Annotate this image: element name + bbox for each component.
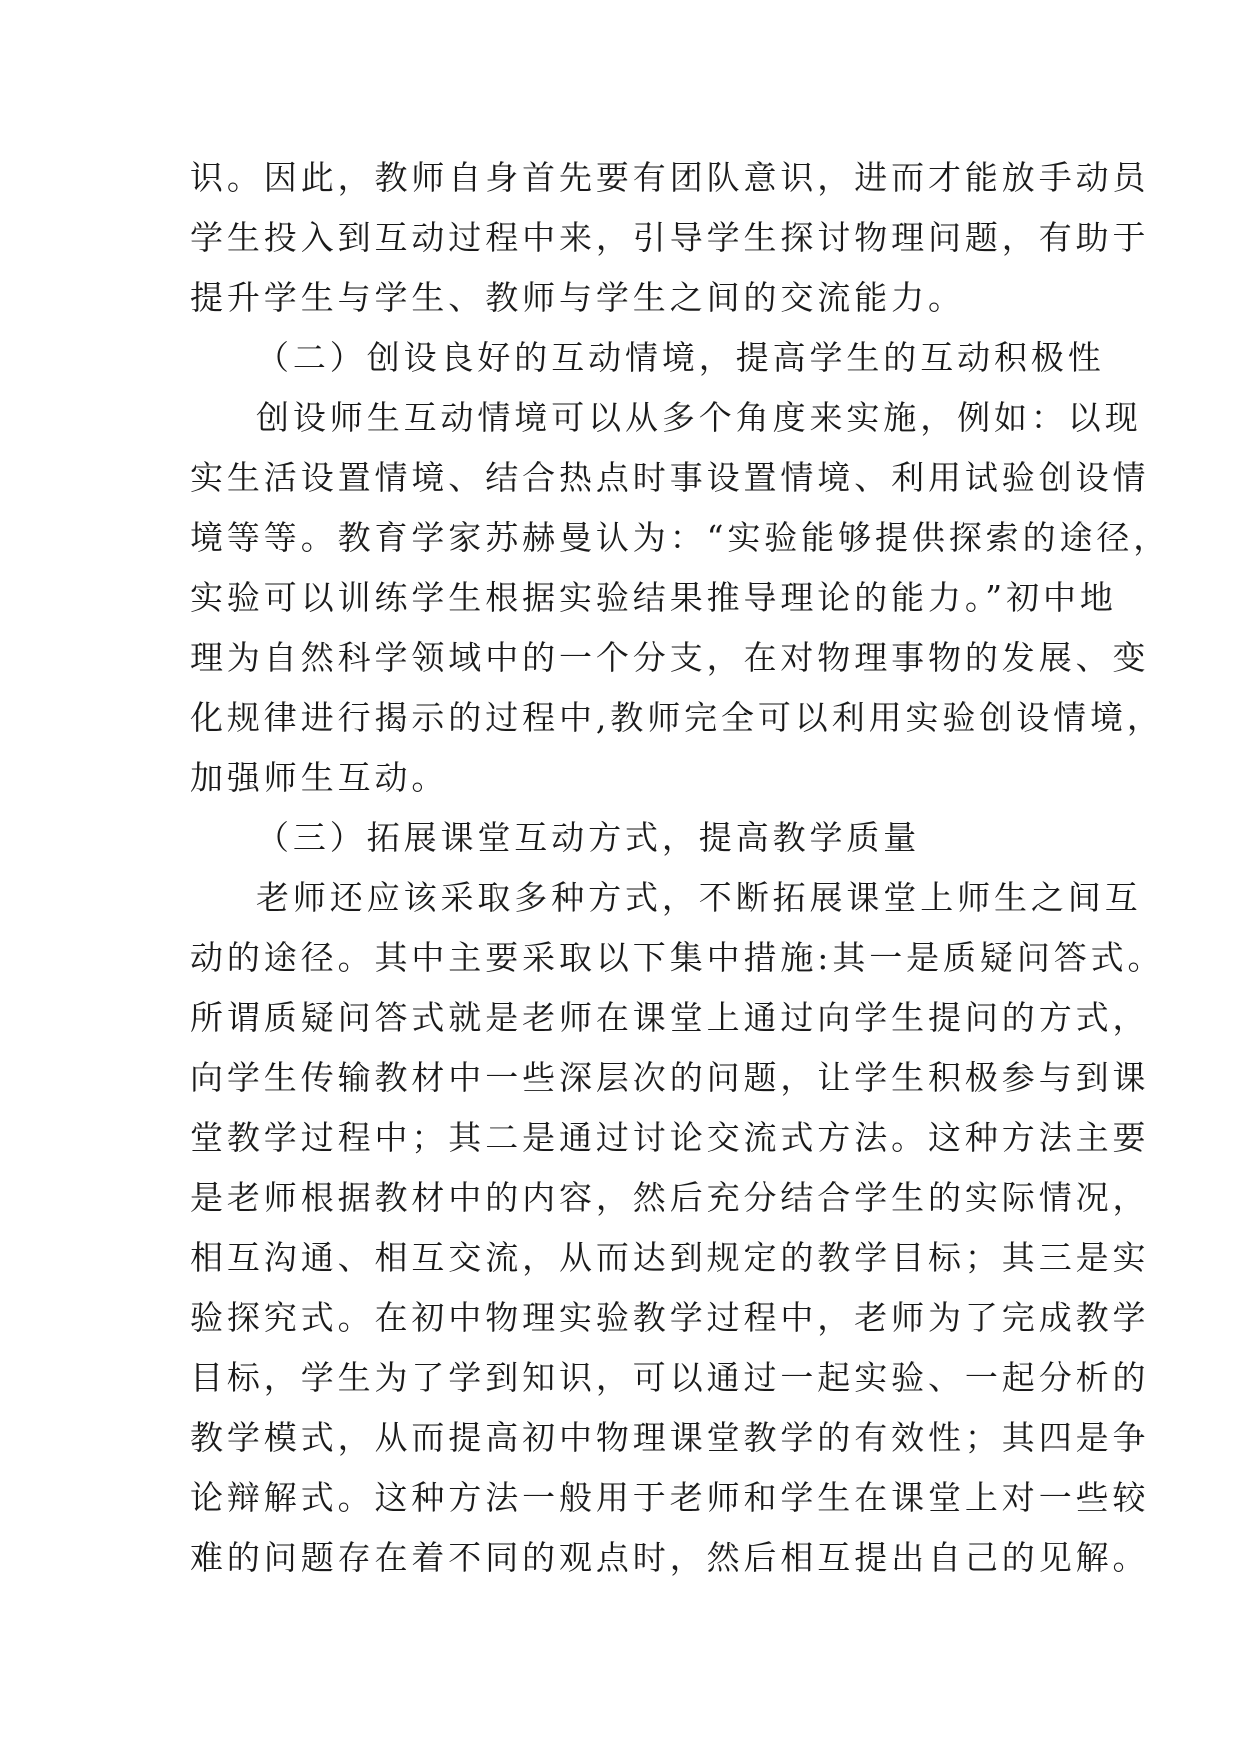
section-heading-2: （二）创设良好的互动情境，提高学生的互动积极性	[256, 338, 1105, 377]
paragraph-continued	[190, 148, 1150, 328]
text-line: 理为自然科学领域中的一个分支，在对物理事物的发展、变	[190, 638, 1150, 677]
text-line: 化规律进行揭示的过程中,教师完全可以利用实验创设情境，	[190, 698, 1164, 737]
text-line: 教学模式，从而提高初中物理课堂教学的有效性；其四是争	[190, 1418, 1150, 1457]
document-page	[190, 148, 1171, 1588]
text-line: 向学生传输教材中一些深层次的问题，让学生积极参与到课	[190, 1058, 1150, 1097]
text-line: 是老师根据教材中的内容，然后充分结合学生的实际情况，	[190, 1178, 1150, 1217]
section-heading-3: （三）拓展课堂互动方式，提高教学质量	[256, 818, 921, 857]
text-line: 目标，学生为了学到知识，可以通过一起实验、一起分析的	[190, 1358, 1150, 1397]
text-line: 老师还应该采取多种方式，不断拓展课堂上师生之间互	[256, 878, 1142, 917]
text-line: 实生活设置情境、结合热点时事设置情境、利用试验创设情	[190, 458, 1150, 497]
text-line: 堂教学过程中；其二是通过讨论交流式方法。这种方法主要	[190, 1118, 1150, 1157]
text-line: 所谓质疑问答式就是老师在课堂上通过向学生提问的方式，	[190, 998, 1150, 1037]
text-line: 加强师生互动。	[190, 758, 449, 797]
text-line: 实验可以训练学生根据实验结果推导理论的能力。”初中地	[190, 578, 1117, 617]
text-line: 动的途径。其中主要采取以下集中措施:其一是质疑问答式。	[190, 938, 1165, 977]
paragraph-3	[190, 868, 1165, 1588]
text-line: 提升学生与学生、教师与学生之间的交流能力。	[190, 278, 965, 317]
text-line: 验探究式。在初中物理实验教学过程中，老师为了完成教学	[190, 1298, 1150, 1337]
text-line: 创设师生互动情境可以从多个角度来实施，例如：以现	[256, 398, 1142, 437]
text-line: 学生投入到互动过程中来，引导学生探讨物理问题，有助于	[190, 218, 1150, 257]
text-line: 难的问题存在着不同的观点时，然后相互提出自己的见解。	[190, 1538, 1150, 1577]
text-line: 识。因此，教师自身首先要有团队意识，进而才能放手动员	[190, 158, 1150, 197]
text-line: 论辩解式。这种方法一般用于老师和学生在课堂上对一些较	[190, 1478, 1150, 1517]
text-line: 境等等。教育学家苏赫曼认为：“实验能够提供探索的途径，	[190, 518, 1171, 557]
text-line: 相互沟通、相互交流，从而达到规定的教学目标；其三是实	[190, 1238, 1150, 1277]
paragraph-2	[190, 388, 1171, 808]
